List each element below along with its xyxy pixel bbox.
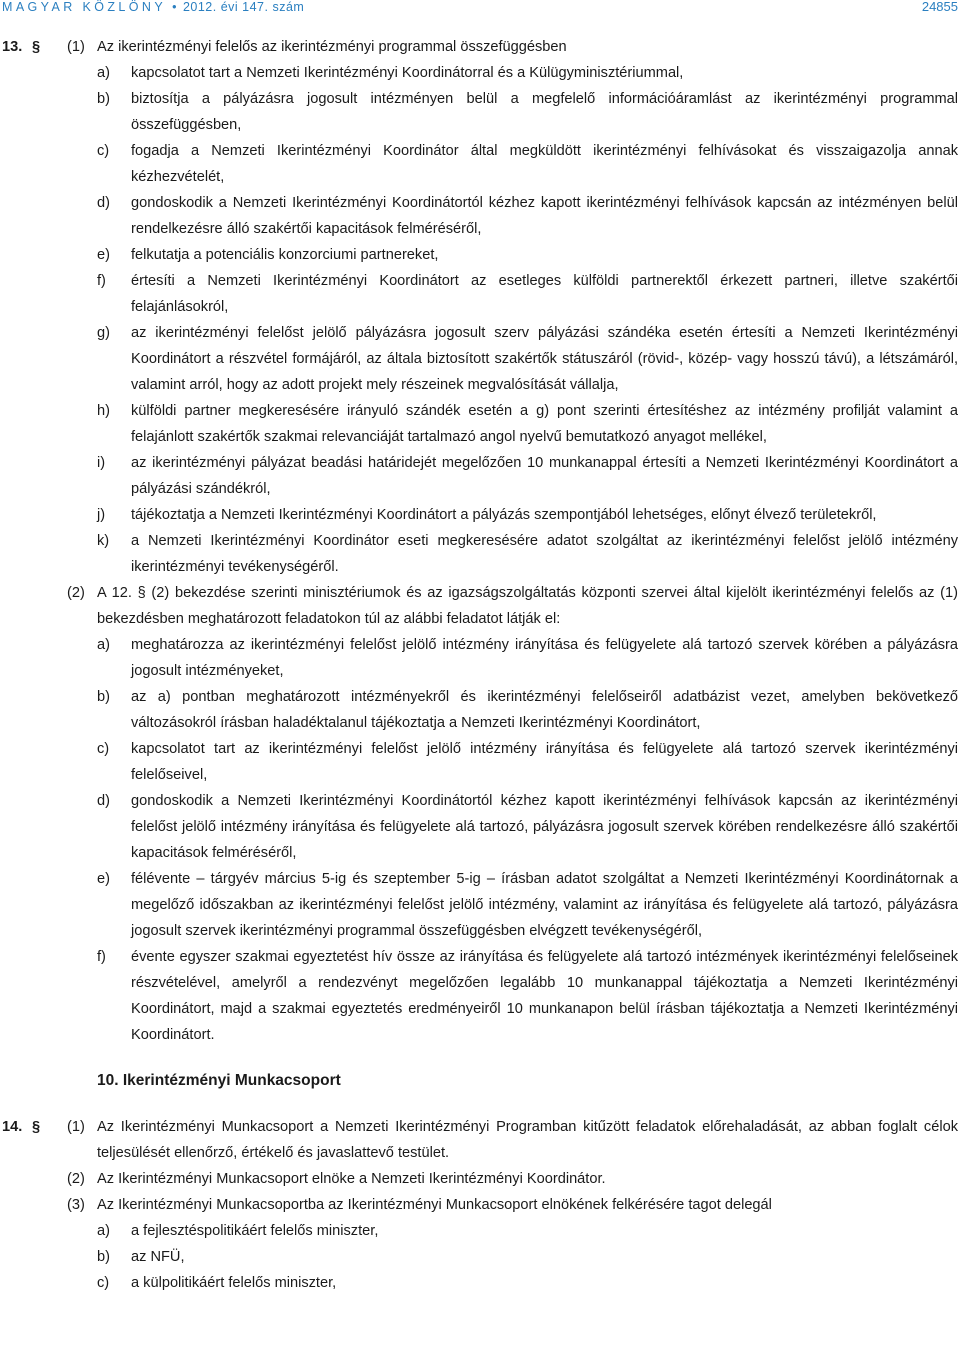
list-item bbox=[0, 502, 960, 528]
section-number: 14. bbox=[2, 1119, 23, 1135]
item-text: külföldi partner megkeresésére irányuló szándék esetén a g) pont szerinti értesítéshez az intézmény profilját valamint a felajánlott szakértők szakmai relevanciáját tartalmazó angol nyelvű bemutatkozó anyagot mellékel, bbox=[131, 403, 958, 445]
paragraph-label: (1) bbox=[67, 39, 85, 55]
list-item bbox=[0, 684, 960, 736]
item-label: f) bbox=[97, 273, 106, 289]
item-label: a) bbox=[97, 1223, 110, 1239]
item-text: a Nemzeti Ikerintézményi Koordinátor eseti megkeresésére adatot szolgáltat az ikerintézményi felelőst jelölő intézmény ikerintézményi tevékenységéről. bbox=[131, 533, 958, 575]
paragraph-text: A 12. § (2) bekezdése szerinti minisztériumok és az igazságszolgáltatás központi szervei által kijelölt ikerintézményi felelős az (1) bekezdésben meghatározott feladatokon túl az alábbi feladatot látják el: bbox=[97, 585, 958, 627]
journal-title: MAGYAR KÖZLÖNY bbox=[2, 0, 167, 14]
list-item bbox=[0, 866, 960, 944]
header-left bbox=[2, 0, 304, 14]
item-text: a fejlesztéspolitikáért felelős miniszter, bbox=[131, 1223, 379, 1239]
item-label: f) bbox=[97, 949, 106, 965]
running-header bbox=[0, 0, 960, 14]
list-item bbox=[0, 242, 960, 268]
bullet-separator: • bbox=[172, 0, 177, 14]
list-item bbox=[0, 944, 960, 1048]
item-text: gondoskodik a Nemzeti Ikerintézményi Koordinátortól kézhez kapott ikerintézményi felhívások kapcsán az intézményen belül rendelkezésre álló szakértői kapacitások felméréséről, bbox=[131, 195, 958, 237]
item-text: kapcsolatot tart a Nemzeti Ikerintézményi Koordinátorral és a Külügyminisztériummal, bbox=[131, 65, 684, 81]
chapter-heading: 10. Ikerintézményi Munkacsoport bbox=[97, 1072, 341, 1089]
item-text: évente egyszer szakmai egyeztetést hív össze az irányítása és felügyelete alá tartozó intézmények ikerintézményi felelőseinek részvételével, amelyről a rendezvényt megelőzően legalább 10 munkanappal tájékoztatja a Nemzeti Ikerintézményi Koordinátort, majd a szakmai egyeztetés eredményeiről 10 munkanapon belül írásban tájékoztatja a Nemzeti Ikerintézményi Koordinátort. bbox=[131, 949, 958, 1043]
item-label: a) bbox=[97, 65, 110, 81]
item-label: b) bbox=[97, 1249, 110, 1265]
list-item bbox=[0, 190, 960, 242]
section-14-paragraph-2 bbox=[0, 1166, 960, 1192]
item-text: meghatározza az ikerintézményi felelőst jelölő intézmény irányítása és felügyelete alá tartozó szervek körében a pályázásra jogosult intézményeket, bbox=[131, 637, 958, 679]
item-label: e) bbox=[97, 871, 110, 887]
section-13-paragraph-1 bbox=[0, 34, 960, 60]
item-text: a külpolitikáért felelős miniszter, bbox=[131, 1275, 337, 1291]
list-item bbox=[0, 398, 960, 450]
item-text: tájékoztatja a Nemzeti Ikerintézményi Koordinátort a pályázás szempontjából lehetséges, előnyt élvező területekről, bbox=[131, 507, 877, 523]
list-item bbox=[0, 1270, 960, 1296]
list-item bbox=[0, 528, 960, 580]
list-item bbox=[0, 86, 960, 138]
issue-label: 2012. évi 147. szám bbox=[182, 0, 305, 14]
list-item bbox=[0, 320, 960, 398]
item-label: i) bbox=[97, 455, 106, 471]
section-number: 13. bbox=[2, 39, 23, 55]
paragraph-text: Az Ikerintézményi Munkacsoport a Nemzeti Ikerintézményi Programban kitűzött feladatok előrehaladását, az abban foglalt célok teljesülését ellenőrző, értékelő és javaslattevő testület. bbox=[97, 1119, 958, 1161]
paragraph-text: Az Ikerintézményi Munkacsoportba az Ikerintézményi Munkacsoport elnökének felkérésére tagot delegál bbox=[97, 1197, 772, 1213]
item-label: c) bbox=[97, 143, 110, 159]
item-text: kapcsolatot tart az ikerintézményi felelőst jelölő intézmény irányítása és felügyelete alá tartozó szervek ikerintézményi felelőseivel, bbox=[131, 741, 958, 783]
item-label: b) bbox=[97, 91, 110, 107]
item-label: k) bbox=[97, 533, 110, 549]
list-item bbox=[0, 1244, 960, 1270]
item-text: az ikerintézményi pályázat beadási határidejét megelőzően 10 munkanappal értesíti a Nemzeti Ikerintézményi Koordinátort a pályázási szándékról, bbox=[131, 455, 958, 497]
item-text: félévente – tárgyév március 5-ig és szeptember 5-ig – írásban adatot szolgáltat a Nemzeti Ikerintézményi Koordinátornak a megelőző időszakban az ikerintézményi felelőst jelölő intézmény, valamint az irányítása és felügyelete alá tartozó, pályázásra jogosult szervek ikerintézményi programmal összefüggésben elvégzett tevékenységéről, bbox=[131, 871, 958, 939]
item-text: az ikerintézményi felelőst jelölő pályázásra jogosult szerv pályázási szándéka esetén értesíti a Nemzeti Ikerintézményi Koordinátort a részvétel formájáról, az általa biztosított szakértők státuszáról (rövid-, közép- vagy hosszú távú), a létszámáról, valamint arról, hogy az adott projekt mely részeinek megvalósítását vállalja, bbox=[131, 325, 958, 393]
item-label: c) bbox=[97, 1275, 110, 1291]
item-label: h) bbox=[97, 403, 110, 419]
item-text: biztosítja a pályázásra jogosult intézményen belül a megfelelő információáramlást az ikerintézményi programmal összefüggésben, bbox=[131, 91, 958, 133]
list-item bbox=[0, 788, 960, 866]
item-text: az a) pontban meghatározott intézményekről és ikerintézményi felelőseiről adatbázist vezet, amelyben bekövetkező változásokról írásban haladéktalanul tájékoztatja a Nemzeti Ikerintézményi Koordinátort, bbox=[131, 689, 958, 731]
list-item bbox=[0, 268, 960, 320]
section-14-paragraph-1 bbox=[0, 1114, 960, 1166]
paragraph-text: Az ikerintézményi felelős az ikerintézményi programmal összefüggésben bbox=[97, 39, 567, 55]
section-13-paragraph-2 bbox=[0, 580, 960, 632]
item-text: értesíti a Nemzeti Ikerintézményi Koordinátort az esetleges külföldi partnerektől érkezett partneri, illetve szakértői felajánlásokról, bbox=[131, 273, 958, 315]
item-label: g) bbox=[97, 325, 110, 341]
list-item bbox=[0, 632, 960, 684]
item-text: gondoskodik a Nemzeti Ikerintézményi Koordinátortól kézhez kapott ikerintézményi felhívások kapcsán az ikerintézményi felelőst jelölő intézmény irányítása és felügyelete alá tartozó, pályázásra jogosult szervek körében rendelkezésre álló szakértői kapacitások felméréséről, bbox=[131, 793, 958, 861]
section-mark: § bbox=[32, 1119, 41, 1135]
item-text: az NFÜ, bbox=[131, 1249, 185, 1265]
list-item bbox=[0, 138, 960, 190]
item-label: j) bbox=[97, 507, 106, 523]
list-item bbox=[0, 450, 960, 502]
section-14-paragraph-3 bbox=[0, 1192, 960, 1218]
paragraph-label: (2) bbox=[67, 585, 85, 601]
page-number: 24855 bbox=[921, 0, 958, 14]
list-item bbox=[0, 1218, 960, 1244]
document-body bbox=[0, 34, 960, 1296]
list-item bbox=[0, 736, 960, 788]
list-item bbox=[0, 60, 960, 86]
paragraph-text: Az Ikerintézményi Munkacsoport elnöke a Nemzeti Ikerintézményi Koordinátor. bbox=[97, 1171, 606, 1187]
paragraph-label: (1) bbox=[67, 1119, 85, 1135]
item-label: e) bbox=[97, 247, 110, 263]
paragraph-label: (3) bbox=[67, 1197, 85, 1213]
item-text: felkutatja a potenciális konzorciumi partnereket, bbox=[131, 247, 439, 263]
item-text: fogadja a Nemzeti Ikerintézményi Koordinátor által megküldött ikerintézményi felhívásokat és visszaigazolja annak kézhezvételét, bbox=[131, 143, 958, 185]
item-label: c) bbox=[97, 741, 110, 757]
item-label: a) bbox=[97, 637, 110, 653]
paragraph-label: (2) bbox=[67, 1171, 85, 1187]
item-label: b) bbox=[97, 689, 110, 705]
item-label: d) bbox=[97, 195, 110, 211]
section-mark: § bbox=[32, 39, 41, 55]
item-label: d) bbox=[97, 793, 110, 809]
